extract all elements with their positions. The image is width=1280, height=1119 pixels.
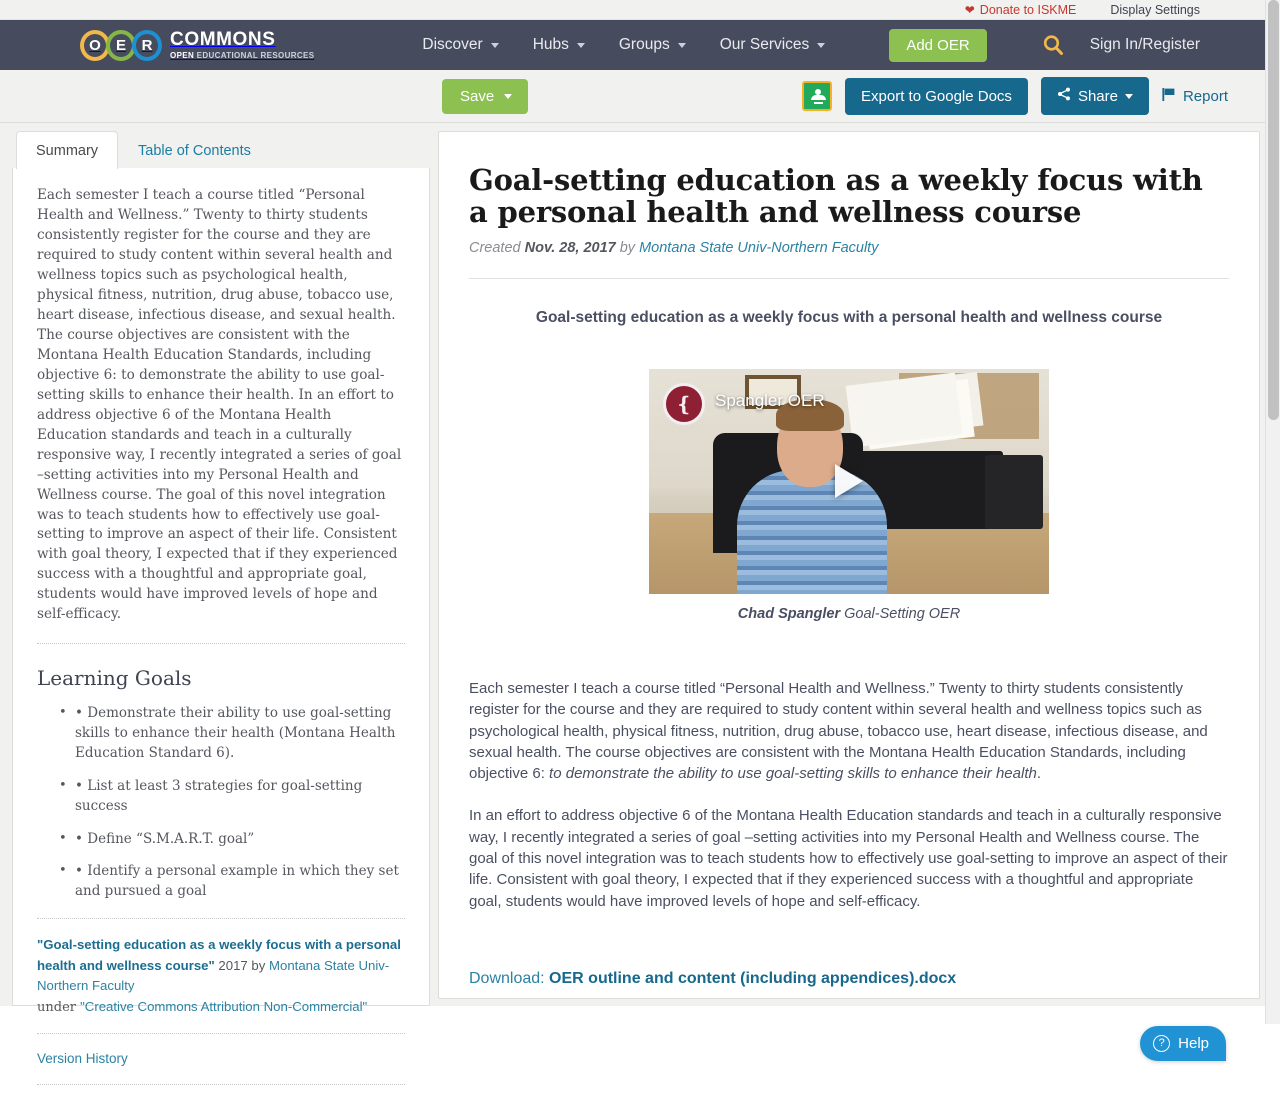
body-paragraph-1-end: .: [1036, 765, 1042, 783]
body-paragraph-1-text: Each semester I teach a course titled “Personal Health and Wellness.” Twenty to thirty students consistently register for the course and they are required to study content within several health and wellness topics such as psychological health, physical fitness, nutrition, drug abuse, tobacco use, heart disease, infectious disease, and sexual health. The course objectives are consistent with the Montana Health Education Standards, including objective 6:: [469, 679, 1208, 783]
oer-commons-logo[interactable]: [80, 30, 314, 61]
add-oer-button[interactable]: Add OER: [889, 29, 986, 62]
divider: [37, 1084, 405, 1085]
divider: [37, 918, 405, 919]
video-container: [469, 369, 1229, 594]
main-content-column: [430, 123, 1280, 999]
google-classroom-bar: [814, 102, 823, 105]
download-label: Download:: [469, 969, 550, 987]
byline-author-link[interactable]: Montana State Univ-Northern Faculty: [639, 239, 879, 256]
scrollbar-thumb[interactable]: [1268, 0, 1279, 420]
channel-avatar-glyph: ❴: [675, 391, 693, 416]
report-link[interactable]: [1162, 87, 1228, 106]
summary-tabs: [12, 131, 430, 169]
nav-item-hubs[interactable]: [533, 36, 585, 54]
logo-tagline-rest: EDUCATIONAL RESOURCES: [194, 51, 315, 60]
divider: [37, 643, 405, 644]
logo-letter-r: R: [132, 30, 162, 61]
donate-to-iskme-link[interactable]: [965, 3, 1077, 17]
logo-wordmark-main: COMMONS: [170, 29, 276, 50]
list-item: • • Identify a personal example in which they set and pursued a goal: [59, 862, 405, 902]
attribution-year: 2017 by: [214, 957, 270, 973]
tab-table-of-contents[interactable]: Table of Contents: [138, 143, 251, 159]
chevron-down-icon: [504, 94, 512, 99]
help-label: Help: [1178, 1035, 1209, 1052]
body-paragraph-2: In an effort to address objective 6 of the Montana Health Education standards and teach in a culturally responsive way, I recently integrated a series of goal –setting activities into my Personal Health and Wellness course. The goal of this novel integration was to teach students how to effectively use goal-setting to improve an aspect of their life. Consistent with goal theory, I expected that if they experienced success with a thoughtful and appropriate goal, students would have improved levels of hope and self-efficacy.: [469, 807, 1228, 910]
attribution-license-link[interactable]: "Creative Commons Attribution Non-Commercial": [80, 998, 368, 1014]
version-history-link[interactable]: Version History: [37, 1051, 128, 1067]
chevron-down-icon: [1125, 94, 1133, 99]
summary-card: [12, 168, 430, 1067]
title-divider: [469, 278, 1229, 279]
sign-in-register-link[interactable]: Sign In/Register: [1089, 36, 1200, 53]
help-button[interactable]: [1140, 1026, 1226, 1061]
summary-paragraph: Each semester I teach a course titled “Personal Health and Wellness.” Twenty to thirty students consistently register for the course and they are required to study content within several health and wellness topics such as psychological health, physical fitness, nutrition, drug abuse, tobacco use, heart disease, infectious disease, and sexual health. The course objectives are consistent with the Montana Health Education Standards, including objective 6: to demonstrate the ability to use goal-setting skills to enhance their health. In an effort to address objective 6 of the Montana Health Education standards and teach in a culturally responsive way, I recently integrated a series of goal –setting activities into my Personal Health and Wellness course. The goal of this novel integration was to teach students how to effectively use goal-setting to improve an aspect of their life. Consistent with goal theory, I expected that if they experienced success with a thoughtful and appropriate goal, students would have improved levels of hope and self-efficacy.: [37, 187, 402, 623]
resource-action-bar: [0, 70, 1280, 123]
learning-goals-list: [37, 704, 405, 902]
clipped-row: [37, 1101, 405, 1115]
header-right-group: [1042, 34, 1200, 56]
logo-letter-o: O: [80, 30, 110, 61]
tab-summary[interactable]: Summary: [16, 131, 118, 169]
utility-bar: [0, 0, 1280, 20]
list-item: • • Demonstrate their ability to use goal-setting skills to enhance their health (Montana Health Education Standard 6).: [59, 704, 405, 764]
logo-wordmark: [170, 30, 314, 60]
document-heading: Goal-setting education as a weekly focus with a personal health and wellness course: [535, 308, 1163, 326]
display-settings-link[interactable]: Display Settings: [1110, 2, 1200, 17]
attribution-author-link[interactable]: Montana State Univ-Northern Faculty: [37, 957, 390, 994]
clipped-row-text: [37, 1102, 41, 1117]
attribution-block: [37, 935, 405, 1017]
flag-icon: [1162, 87, 1176, 106]
nav-label-our-services: Our Services: [719, 36, 810, 53]
video-player[interactable]: [649, 369, 1049, 594]
list-item: • • List at least 3 strategies for goal-setting success: [59, 777, 405, 817]
share-button[interactable]: [1041, 77, 1149, 115]
play-icon[interactable]: [835, 464, 863, 498]
chevron-down-icon: [577, 43, 585, 48]
nav-item-discover[interactable]: [422, 36, 498, 54]
byline: [469, 240, 1229, 256]
chevron-down-icon: [817, 43, 825, 48]
list-item: • • Define “S.M.A.R.T. goal”: [59, 830, 405, 850]
attribution-under-word: under: [37, 999, 81, 1015]
logo-letter-e: E: [106, 30, 136, 61]
search-icon[interactable]: [1042, 34, 1064, 56]
nav-item-groups[interactable]: [619, 36, 686, 54]
logo-rings: [80, 30, 158, 61]
video-caption-name: Chad Spangler: [737, 605, 841, 622]
byline-date: Nov. 28, 2017: [524, 239, 616, 256]
logo-tagline: [170, 52, 314, 60]
learning-goals-heading: Learning Goals: [37, 666, 192, 691]
export-to-google-docs-button[interactable]: [845, 78, 1028, 115]
download-file-link[interactable]: OER outline and content (including appendices).docx: [549, 969, 957, 987]
nav-label-hubs: Hubs: [532, 36, 569, 53]
channel-avatar-icon[interactable]: [663, 383, 705, 425]
nav-label-groups: Groups: [618, 36, 670, 53]
resource-card: [438, 131, 1260, 999]
share-icon: [1057, 87, 1071, 105]
page-scrollbar[interactable]: [1265, 0, 1280, 1024]
video-thumbnail-person-body: [737, 470, 887, 594]
nav-label-discover: Discover: [422, 36, 483, 53]
video-thumbnail-monitor-2: [985, 455, 1043, 529]
byline-created-word: Created: [469, 239, 525, 256]
chevron-down-icon: [678, 43, 686, 48]
save-button[interactable]: [442, 79, 528, 114]
byline-by-word: by: [615, 239, 640, 256]
video-caption-rest: Goal-Setting OER: [840, 605, 961, 622]
main-navigation: [422, 29, 986, 62]
share-button-label: Share: [1077, 87, 1118, 105]
heart-icon: ❤: [964, 2, 975, 17]
site-header: [0, 20, 1280, 70]
donate-label: Donate to ISKME: [979, 2, 1077, 17]
nav-item-our-services[interactable]: [720, 36, 826, 54]
body-paragraph-1: [469, 678, 1229, 784]
video-channel-title[interactable]: Spangler OER: [715, 390, 825, 410]
export-button-label: Export to Google Docs: [861, 87, 1012, 105]
question-mark-icon: ?: [1153, 1035, 1170, 1052]
video-thumbnail-papers: [846, 372, 963, 447]
chevron-down-icon: [491, 43, 499, 48]
action-bar-right-group: [802, 77, 1228, 115]
video-caption: [469, 606, 1229, 622]
summary-panel: [0, 123, 430, 1067]
save-button-label: Save: [460, 87, 495, 105]
download-row: [469, 970, 1229, 988]
google-classroom-body: [811, 95, 826, 100]
page-title: Goal-setting education as a weekly focus with a personal health and wellness course: [469, 163, 1203, 230]
attribution-title: "Goal-setting education as a weekly focus with a personal health and wellness course": [37, 937, 401, 973]
logo-tagline-bold: OPEN: [170, 51, 195, 60]
body-paragraph-1-italic: to demonstrate the ability to use goal-setting skills to enhance their health: [549, 765, 1037, 783]
google-classroom-icon[interactable]: [802, 81, 832, 111]
divider: [37, 1033, 405, 1034]
report-label: Report: [1182, 87, 1228, 105]
